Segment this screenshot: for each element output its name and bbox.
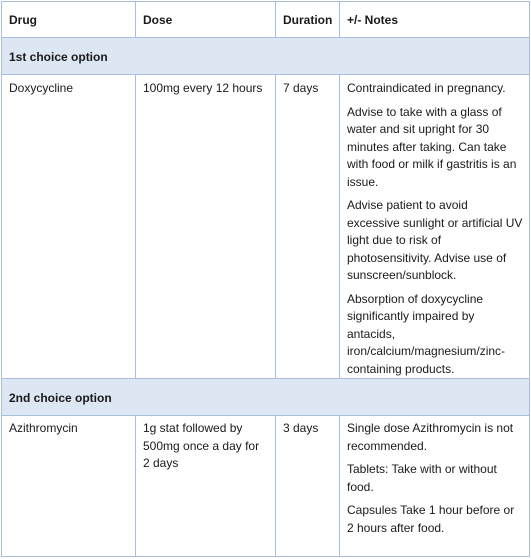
note-item: Contraindicated in pregnancy. [347, 81, 506, 95]
header-duration: Duration [276, 2, 340, 38]
note-item: Capsules Take 1 hour before or 2 hours after food. [347, 503, 515, 535]
section-title: 2nd choice option [2, 379, 530, 416]
note-item: Advise to take with a glass of water and sit upright for 30 minutes after taking. Can take with food or milk if gastritis is an issue. [347, 104, 517, 189]
note-item: Tablets: Take with or without food. [347, 462, 497, 494]
duration-cell: 7 days [276, 75, 340, 379]
dose-cell: 1g stat followed by 500mg once a day for 2 days [136, 416, 276, 557]
section-row-first-choice [2, 38, 530, 75]
dose-cell: 100mg every 12 hours [136, 75, 276, 379]
section-title: 1st choice option [2, 38, 530, 75]
header-notes: +/- Notes [340, 2, 530, 38]
note-item: Single dose Azithromycin is not recommended. [347, 421, 514, 453]
drug-cell: Doxycycline [2, 75, 136, 379]
header-drug: Drug [2, 2, 136, 38]
table-header-row [2, 2, 530, 38]
notes-cell [340, 75, 530, 379]
note-item: Advise patient to avoid excessive sunlight or artificial UV light due to risk of photosensitivity. Advise use of sunscreen/sunblock. [347, 198, 523, 282]
table-row-doxycycline [2, 75, 530, 379]
antibiotic-dosing-table [1, 1, 530, 557]
note-item: Absorption of doxycycline significantly impaired by antacids, iron/calcium/magnesium/zinc-containing products. [347, 291, 506, 376]
notes-cell [340, 416, 530, 557]
table-row-azithromycin [2, 416, 530, 557]
duration-cell: 3 days [276, 416, 340, 557]
drug-cell: Azithromycin [2, 416, 136, 557]
header-dose: Dose [136, 2, 276, 38]
section-row-second-choice [2, 379, 530, 416]
